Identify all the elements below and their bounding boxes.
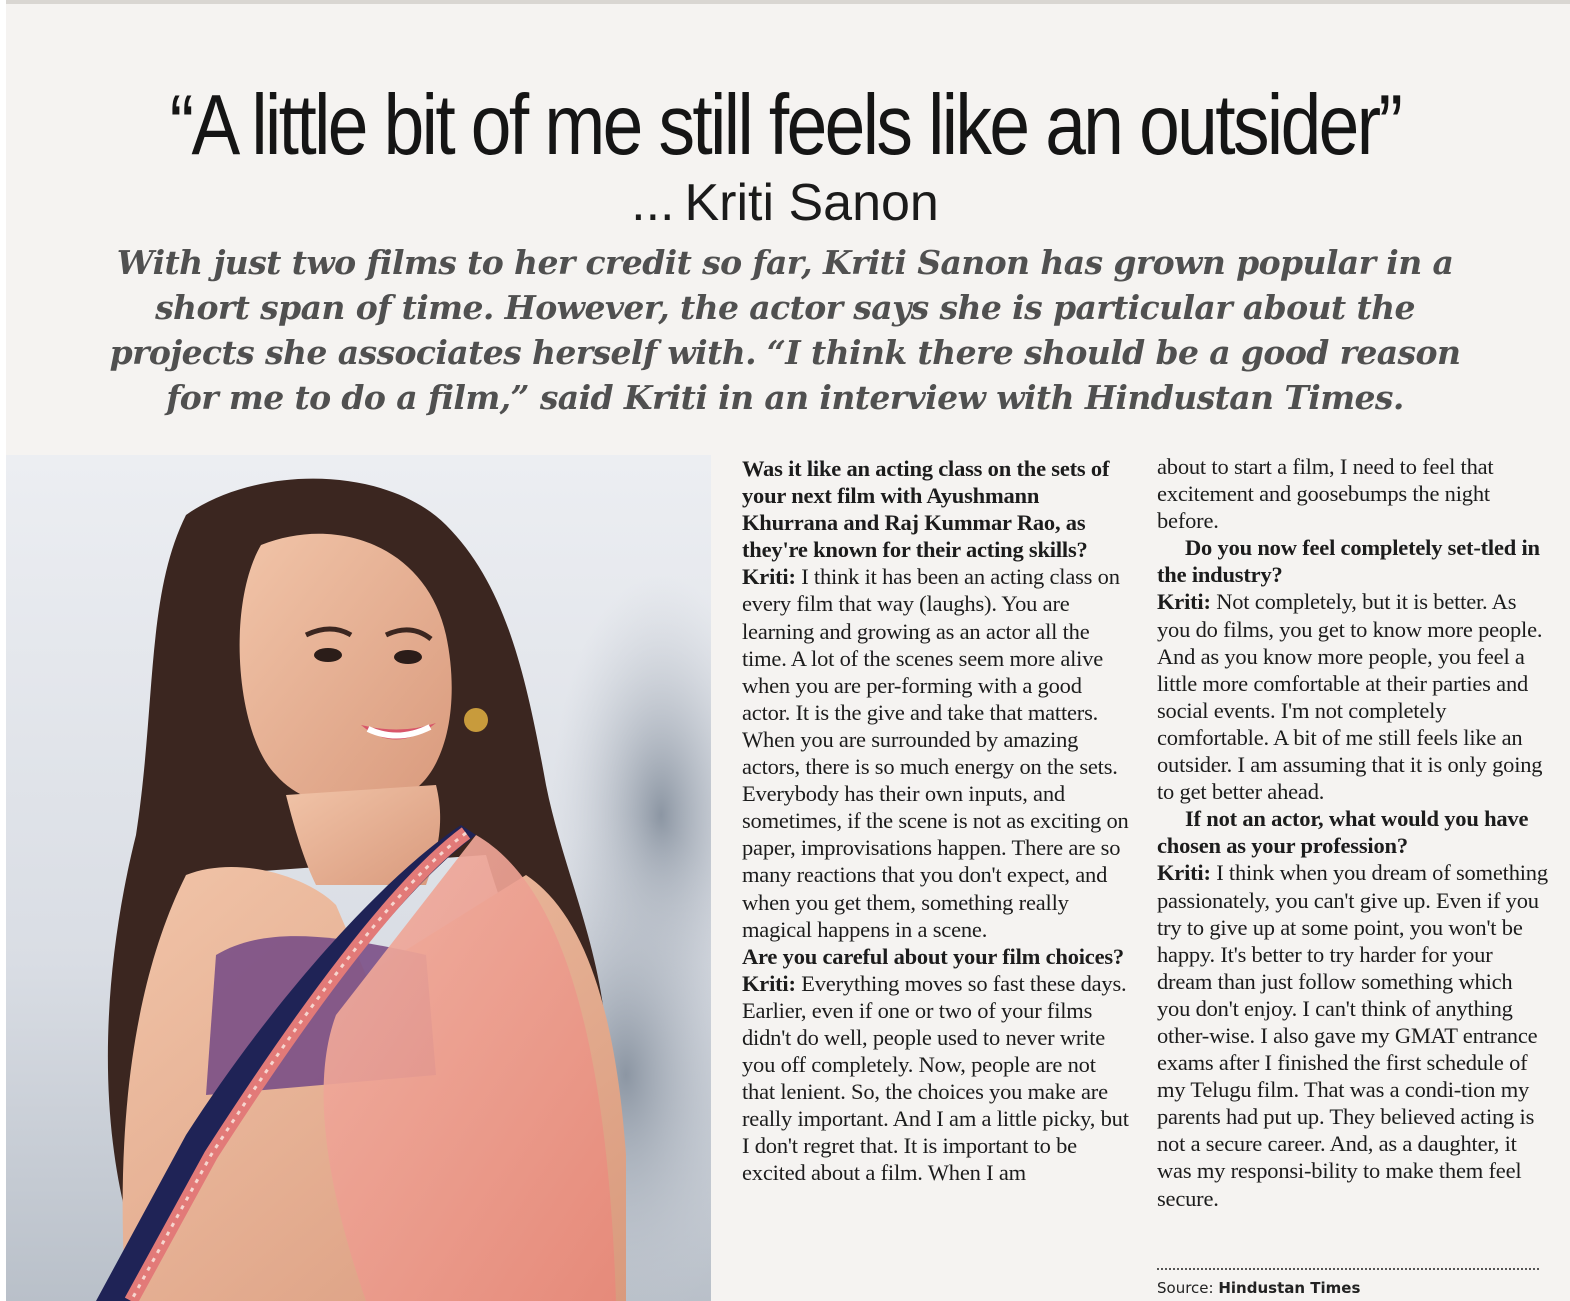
answer-4-text: I think when you dream of something passionately, you can't give up. Even if you try to give up at some point, you won't be happy. It's better to try harder for your dream than just follow something which you don't enjoy. I can't think of anything other-wise. I also gave my GMAT entrance exams after I finished the first schedule of my Telugu film. That was a condi-tion my parents had put up. They believed acting is not a secure career. And, as a daughter, it was my responsi-bility to make them feel secure. — [1157, 860, 1548, 1211]
answer-3-text: Not completely, but it is better. As you do films, you get to know more people. And as you know more people, you feel a little more comfortable at their parties and social events. I'm not completely comfortable. A bit of me still feels like an outsider. I am assuming that it is only going to get better ahead. — [1157, 589, 1543, 805]
byline-name: Kriti Sanon — [684, 174, 939, 232]
answer-2-continued: about to start a film, I need to feel that excitement and goosebumps the night before. — [1157, 454, 1494, 534]
answer-1 — [742, 563, 1134, 942]
speaker-label: Kriti: — [1157, 589, 1211, 615]
source-divider — [1157, 1268, 1539, 1270]
portrait-illustration — [6, 455, 711, 1301]
byline-dots: ... — [631, 174, 675, 232]
speaker-label: Kriti: — [742, 564, 796, 590]
source-name: Hindustan Times — [1218, 1279, 1361, 1297]
headline: “A little bit of me still feels like an outsider” — [169, 78, 1401, 173]
top-rule — [0, 0, 1570, 4]
answer-3 — [1157, 588, 1549, 805]
answer-4 — [1157, 859, 1549, 1211]
article-column-2 — [1157, 453, 1549, 1212]
answer-2-text: Everything moves so fast these days. Earlier, even if one or two of your films didn't do well, people used to never write you off completely. Now, people are not that lenient. So, the choices you make are really important. And I am a little picky, but I don't regret that. It is important to be excited about a film. When I am — [742, 970, 1129, 1186]
answer-2 — [742, 970, 1134, 1187]
question-4: If not an actor, what would you have chosen as your profession? — [1157, 806, 1529, 859]
article-column-1 — [742, 455, 1134, 1187]
source-credit — [1157, 1278, 1360, 1298]
answer-1-text: I think it has been an acting class on every film that way (laughs). You are learning and growing as an actor all the time. A lot of the scenes seem more alive when you are per-forming with a good actor. It is the give and take that matters. When you are surrounded by amazing actors, there is so much energy on the sets. Everybody has their own inputs, and sometimes, if the scene is not as exciting on paper, improvisations happen. There are so many reactions that you don't expect, and when you get them, something really magical happens in a scene. — [742, 564, 1129, 942]
question-1: Was it like an acting class on the sets of your next film with Ayushmann Khurrana and Raj Kummar Rao, as they're known for their acting skills? — [742, 456, 1110, 563]
byline — [0, 172, 1570, 234]
speaker-label: Kriti: — [742, 970, 796, 996]
speaker-label: Kriti: — [1157, 860, 1211, 886]
question-3: Do you now feel completely set-tled in the industry? — [1157, 535, 1540, 588]
source-label: Source: — [1157, 1279, 1214, 1297]
portrait-photo — [6, 455, 711, 1301]
question-2: Are you careful about your film choices? — [742, 943, 1124, 969]
deck-intro: With just two films to her credit so far, Kriti Sanon has grown popular in a short span of time. However, the actor says she is particular about the projects she associates herself with. “I think there should be a good reason for me to do a film,” said Kriti in an interview with Hindustan Times. — [109, 243, 1461, 417]
